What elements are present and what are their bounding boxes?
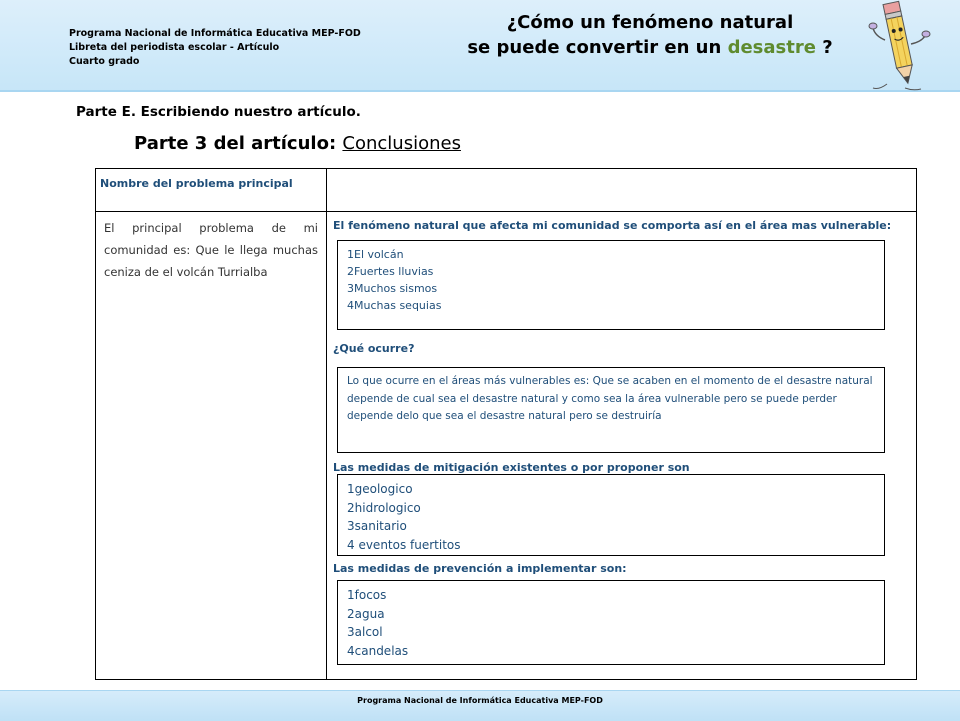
section-subtitle: Parte E. Escribiendo nuestro artículo. <box>76 104 361 120</box>
program-name: Programa Nacional de Informática Educativa MEP-FOD <box>69 28 361 39</box>
phenomenon-box[interactable] <box>337 240 885 330</box>
what-happens-text: Lo que ocurre en el áreas más vulnerables es: Que se acaben en el momento de el desastre natural depende de cual sea el desastre natural y como sea la área vulnerable pero se puede perder depende delo que sea el desastre natural pero se destruiría <box>347 375 873 422</box>
page-title <box>440 10 860 60</box>
list-item: 3alcol <box>347 625 383 639</box>
title-line-2-suffix: ? <box>815 37 833 58</box>
notebook-name: Libreta del periodista escolar - Artículo <box>69 42 280 53</box>
list-item: 2agua <box>347 606 385 621</box>
problem-description: El principal problema de mi comunidad es: Que le llega muchas ceniza de el volcán Turrialba <box>104 221 318 279</box>
footer-text: Programa Nacional de Informática Educativa MEP-FOD <box>357 696 603 705</box>
footer-banner <box>0 690 960 721</box>
phenomenon-heading: El fenómeno natural que afecta mi comunidad se comporta así en el área mas vulnerable: <box>333 219 892 232</box>
header-meta <box>69 27 361 69</box>
mitigation-heading: Las medidas de mitigación existentes o por proponer son <box>333 461 690 474</box>
mitigation-box[interactable] <box>337 474 885 556</box>
grade-label: Cuarto grado <box>69 56 140 67</box>
section-heading-underlined: Conclusiones <box>342 133 461 154</box>
title-accent-word: desastre <box>727 37 816 58</box>
list-item: 4Muchas sequias <box>347 299 442 312</box>
problem-label: Nombre del problema principal <box>100 177 293 190</box>
list-item: 2Fuertes lluvias <box>347 265 434 278</box>
title-line-2-prefix: se puede convertir en un <box>467 37 728 58</box>
section-heading <box>134 133 461 154</box>
conclusions-table <box>95 168 917 680</box>
section-heading-prefix: Parte 3 del artículo: <box>134 133 343 154</box>
title-line-1: ¿Cómo un fenómeno natural <box>506 12 794 33</box>
list-item: 1focos <box>347 588 387 602</box>
list-item: 3sanitario <box>347 519 407 533</box>
header-banner <box>0 0 960 92</box>
table-column-divider <box>326 169 327 679</box>
list-item: 4candelas <box>347 643 409 658</box>
list-item: 1El volcán <box>347 248 404 261</box>
list-item: 4 eventos fuertitos <box>347 537 461 552</box>
title-line-2 <box>440 35 860 60</box>
what-happens-heading: ¿Qué ocurre? <box>333 342 415 355</box>
list-item: 2hidrologico <box>347 500 421 515</box>
list-item: 1geologico <box>347 482 413 496</box>
list-item: 3Muchos sismos <box>347 282 438 295</box>
prevention-heading: Las medidas de prevención a implementar son: <box>333 562 627 575</box>
pencil-mascot-icon <box>865 0 935 92</box>
table-row-divider <box>96 211 916 212</box>
what-happens-box[interactable] <box>337 367 885 453</box>
prevention-box[interactable] <box>337 580 885 665</box>
